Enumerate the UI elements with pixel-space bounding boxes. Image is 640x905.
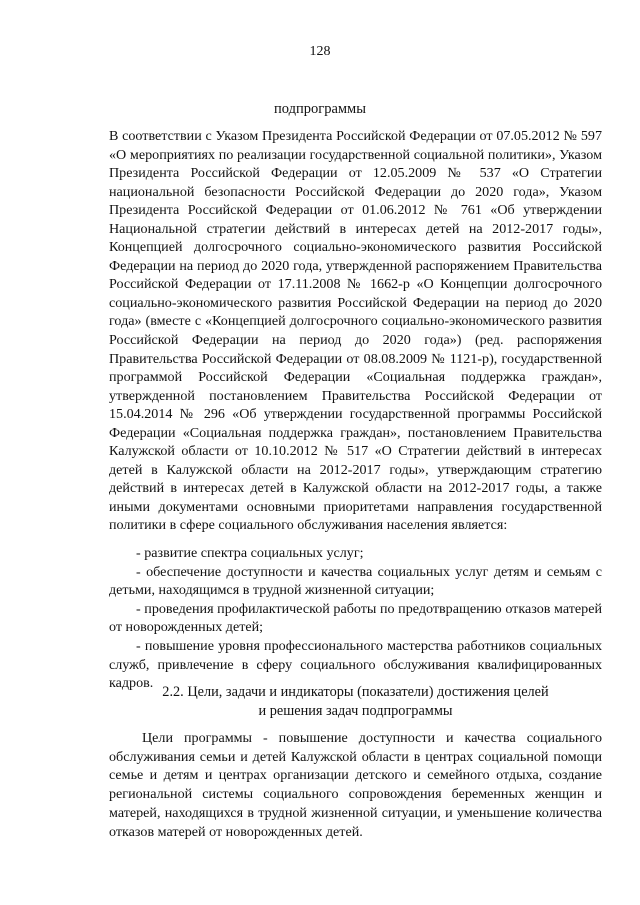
section-heading-line2: и решения задач подпрограммы [258, 702, 453, 719]
priorities-list [109, 544, 602, 693]
list-item: - проведения профилактической работы по предотвращению отказов матерей от новорожденных детей; [109, 600, 602, 636]
page-number: 128 [309, 44, 331, 59]
list-item: - повышение уровня профессионального мастерства работников социальных служб, привлечение в сферу социального обслуживания квалифицированных кадров. [109, 637, 602, 692]
goals-paragraph: Цели программы - повышение доступности и качества социального обслуживания семьи и детей Калужской области в центрах социальной помощи семье и детям и центрах организации детского и семейного отдыха, создание региональной системы социального сопровождения беременных женщин и матерей, находящихся в трудной жизненной ситуации, и уменьшение количества отказов матерей от новорожденных детей. [109, 730, 602, 840]
section-heading [109, 683, 602, 721]
list-item: - развитие спектра социальных услуг; [136, 545, 364, 561]
list-item: - обеспечение доступности и качества социальных услуг детям и семьям с детьми, находящимся в трудной жизненной ситуации; [109, 563, 602, 599]
subprogram-heading-fragment: подпрограммы [274, 101, 366, 117]
main-paragraph: В соответствии с Указом Президента Российской Федерации от 07.05.2012 № 597 «О мероприятиях по реализации государственной социальной политики», Указом Президента Российской Федерации от 12.05.2009 № 537 «О Стратегии национальной безопасности Российской Федерации до 2020 года», Указом Президента Российской Федерации от 01.06.2012 № 761 «Об утверждении Национальной стратегии действий в интересах детей на 2012-2017 годы», Концепцией долгосрочного социально-экономического развития Российской Федерации на период до 2020 года, утвержденной распоряжением Правительства Российской Федерации от 17.11.2008 № 1662-р «О Концепции долгосрочного социально-экономического развития Российской Федерации на период до 2020 года» (вместе с «Концепцией долгосрочного социально-экономического развития Российской Федерации на период до 2020 года») (ред. распоряжения Правительства Российской Федерации от 08.08.2009 № 1121-р), государственной программой Российской Федерации «Социальная поддержка граждан», утвержденной постановлением Правительства Российской Федерации от 15.04.2014 № 296 «Об утверждении государственной программы Российской Федерации «Социальная поддержка граждан», постановлением Правительства Калужской области от 10.10.2012 № 517 «О Стратегии действий в интересах детей в Калужской области на 2012-2017 годы», утверждающим стратегию действий в интересах детей в Калужской области на 2012-2017 годы, а также иными документами основными приоритетами направления государственной политики в сфере социального обслуживания населения является: [109, 128, 602, 534]
section-heading-line1: 2.2. Цели, задачи и индикаторы (показатели) достижения целей [162, 684, 549, 700]
